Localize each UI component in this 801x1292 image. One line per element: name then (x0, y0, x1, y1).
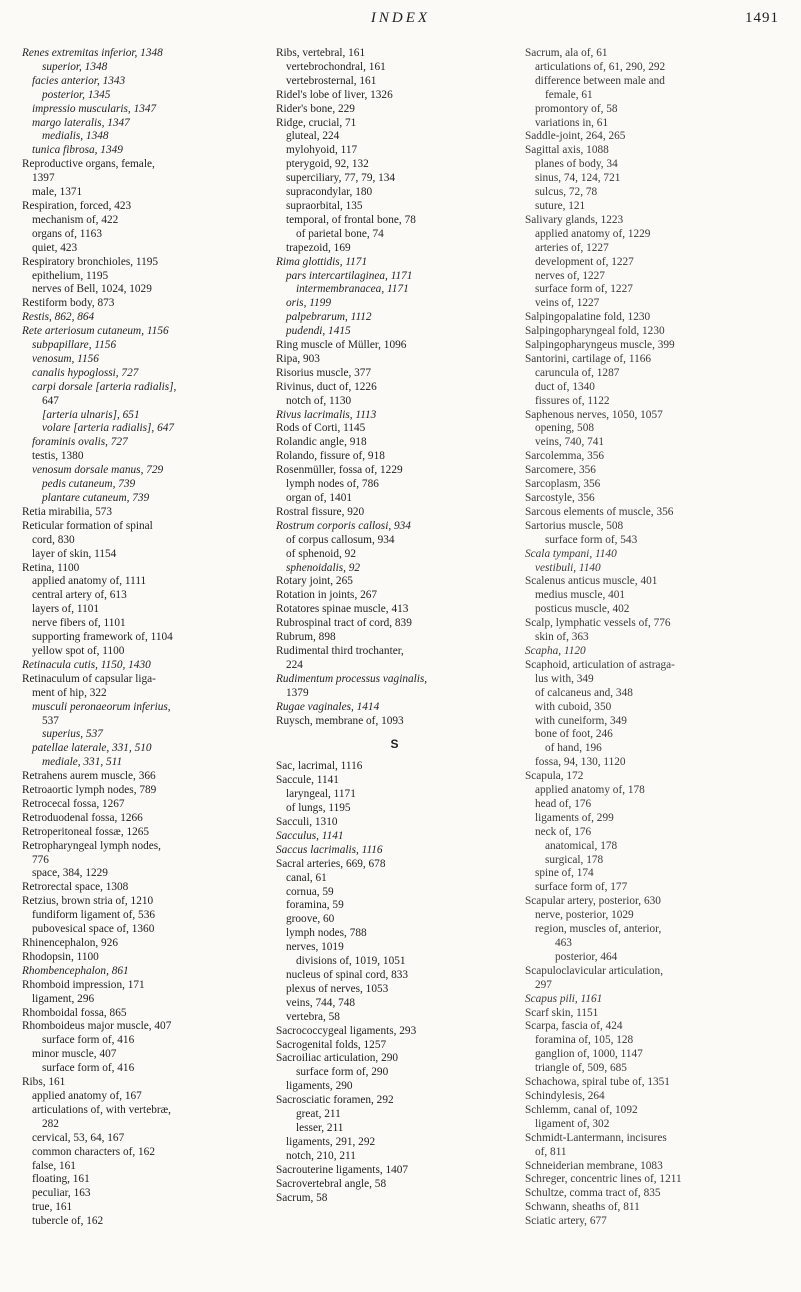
index-entry: Scaphoid, articulation of astraga- (525, 658, 675, 671)
index-entry: veins, 740, 741 (535, 436, 605, 449)
index-entry: Respiratory bronchioles, 1195 (22, 255, 159, 268)
index-entry: vertebra, 58 (286, 1010, 340, 1023)
index-entry: true, 161 (32, 1201, 73, 1214)
index-entry: Rudimental third trochanter, (276, 644, 404, 657)
index-entry: Scalenus anticus muscle, 401 (525, 575, 658, 588)
index-entry: Rhinencephalon, 926 (22, 937, 119, 949)
index-entry: medius muscle, 401 (535, 589, 626, 602)
index-entry: Restiform body, 873 (22, 297, 115, 310)
index-entry: applied anatomy of, 178 (535, 784, 645, 797)
index-entry: layers of, 1101 (32, 603, 100, 616)
index-entry: Sacculi, 1310 (276, 816, 338, 829)
index-entry: Rotation in joints, 267 (276, 589, 378, 602)
index-entry: superciliary, 77, 79, 134 (286, 172, 396, 185)
index-entry: great, 211 (296, 1108, 341, 1121)
index-entry: head of, 176 (535, 797, 592, 810)
index-entry: Rudimentum processus vaginalis, (276, 672, 428, 685)
index-entry: Scapuloclavicular articulation, (525, 964, 664, 977)
index-entry: Rubrospinal tract of cord, 839 (276, 617, 412, 630)
index-entry: Saccus lacrimalis, 1116 (276, 843, 383, 856)
index-entry: triangle of, 509, 685 (535, 1062, 627, 1075)
index-entry: Rostral fissure, 920 (276, 505, 365, 518)
index-entry: groove, 60 (286, 913, 335, 926)
index-entry: gluteal, 224 (286, 130, 340, 143)
index-entry: with cuboid, 350 (535, 700, 612, 713)
index-entry: laryngeal, 1171 (286, 788, 356, 801)
index-entry: Retropharyngeal lymph nodes, (22, 839, 161, 852)
index-entry: pedis cutaneum, 739 (42, 478, 136, 491)
index-entry: minor muscle, 407 (32, 1048, 117, 1061)
index-entry: posterior, 1345 (42, 88, 111, 101)
index-entry: ligaments, 290 (286, 1080, 353, 1093)
index-entry: Rotatores spinae muscle, 413 (276, 603, 409, 616)
index-entry: Ribs, vertebral, 161 (276, 47, 366, 59)
index-entry: Rima glottidis, 1171 (276, 255, 368, 268)
index-entry: Scapular artery, posterior, 630 (525, 895, 661, 908)
index-entry: nerves, 1019 (286, 941, 344, 954)
index-entry: organ of, 1401 (286, 492, 352, 504)
index-entry: surface form of, 177 (535, 881, 628, 894)
index-entry: posterior, 464 (555, 950, 618, 963)
index-entry: Saccule, 1141 (276, 774, 339, 787)
index-entry: articulations of, 61, 290, 292 (535, 60, 666, 73)
index-entry: Retroaortic lymph nodes, 789 (22, 784, 157, 797)
index-entry: sinus, 74, 124, 721 (535, 172, 621, 185)
index-entry: Sacrouterine ligaments, 1407 (276, 1163, 409, 1176)
index-entry: Salivary glands, 1223 (525, 213, 624, 226)
index-entry: central artery of, 613 (32, 589, 127, 602)
index-entry: skin of, 363 (535, 631, 589, 644)
index-entry: impressio muscularis, 1347 (32, 102, 157, 115)
index-entry: planes of body, 34 (535, 158, 618, 171)
index-entry: Scarf skin, 1151 (525, 1006, 599, 1019)
running-title: INDEX (370, 10, 431, 26)
index-entry: palpebrarum, 1112 (286, 311, 372, 324)
index-entry: ligaments, 291, 292 (286, 1135, 376, 1148)
index-entry: testis, 1380 (32, 450, 84, 463)
index-entry: Schmidt-Lantermann, incisures (525, 1131, 667, 1144)
page-number: 1491 (745, 10, 779, 26)
index-entry: Sacrococcygeal ligaments, 293 (276, 1024, 417, 1037)
index-entry: facies anterior, 1343 (32, 74, 126, 87)
index-entry: Rolando, fissure of, 918 (276, 450, 385, 463)
index-entry: veins, 744, 748 (286, 996, 356, 1009)
index-entry: region, muscles of, anterior, (535, 923, 662, 936)
index-entry: of parietal bone, 74 (296, 227, 384, 240)
index-entry: pars intercartilaginea, 1171 (286, 269, 413, 282)
index-entry: Santorini, cartilage of, 1166 (525, 352, 652, 365)
index-entry: lymph nodes of, 786 (286, 478, 379, 491)
index-column-1 (22, 47, 264, 1229)
index-entry: plantare cutaneum, 739 (42, 492, 150, 504)
index-entry: floating, 161 (32, 1173, 90, 1186)
index-entry: Sacculus, 1141 (276, 829, 344, 842)
index-entry: lymph nodes, 788 (286, 927, 367, 940)
index-entry: Rugae vaginales, 1414 (276, 700, 380, 713)
index-entry: yellow spot of, 1100 (32, 644, 125, 657)
index-entry: fissures of, 1122 (535, 394, 610, 407)
index-entry: Saddle-joint, 264, 265 (525, 130, 626, 143)
index-entry: surface form of, 416 (42, 1034, 135, 1047)
index-entry: false, 161 (32, 1159, 76, 1172)
index-entry: Retrahens aurem muscle, 366 (22, 770, 156, 783)
index-entry: mediale, 331, 511 (42, 756, 123, 769)
index-entry: 1379 (286, 686, 309, 699)
index-entry: intermembranacea, 1171 (296, 283, 409, 296)
index-entry: nerves of, 1227 (535, 269, 605, 282)
index-entry: tunica fibrosa, 1349 (32, 144, 123, 157)
index-entry: Scapula, 172 (525, 770, 584, 783)
index-entry: ment of hip, 322 (32, 686, 107, 699)
index-entry: Schwann, sheaths of, 811 (525, 1201, 640, 1214)
index-entry: Rhomboideus major muscle, 407 (22, 1020, 172, 1033)
index-entry: canalis hypoglossi, 727 (32, 366, 139, 379)
index-entry: Rete arteriosum cutaneum, 1156 (22, 325, 169, 338)
index-entry: divisions of, 1019, 1051 (296, 955, 406, 968)
index-entry: Retina, 1100 (22, 561, 80, 574)
index-entry: Rods of Corti, 1145 (276, 422, 366, 435)
index-entry: Sac, lacrimal, 1116 (276, 760, 363, 773)
index-entry: Sarcomere, 356 (525, 464, 596, 477)
index-entry: 463 (555, 937, 572, 949)
index-entry: spine of, 174 (535, 867, 594, 880)
index-entry: of sphenoid, 92 (286, 547, 356, 560)
index-entry: surface form of, 416 (42, 1062, 135, 1075)
index-entry: 1397 (32, 172, 55, 185)
index-entry: Retinaculum of capsular liga- (22, 672, 156, 685)
index-entry: cord, 830 (32, 533, 75, 546)
index-entry: Rhodopsin, 1100 (22, 950, 99, 963)
index-entry: opening, 508 (535, 422, 594, 435)
index-entry: vertebrosternal, 161 (286, 74, 377, 87)
index-entry: Retrocecal fossa, 1267 (22, 797, 125, 810)
index-entry: foramina, 59 (286, 899, 344, 912)
index-entry: promontory of, 58 (535, 102, 618, 115)
index-entry: musculi peronaeorum inferius, (32, 700, 171, 713)
index-entry: Sarcous elements of muscle, 356 (525, 505, 674, 518)
index-entry: quiet, 423 (32, 241, 78, 254)
index-entry: ligaments of, 299 (535, 811, 614, 824)
index-entry: cornua, 59 (286, 885, 334, 898)
index-entry: sulcus, 72, 78 (535, 186, 598, 199)
index-entry: male, 1371 (32, 186, 83, 199)
index-entry: ganglion of, 1000, 1147 (535, 1048, 643, 1061)
index-entry: Rhomboid impression, 171 (22, 978, 145, 991)
index-entry: Rider's bone, 229 (276, 102, 355, 115)
index-entry: Ridge, crucial, 71 (276, 116, 357, 129)
index-entry: Reproductive organs, female, (22, 158, 155, 171)
index-entry: supporting framework of, 1104 (32, 631, 173, 644)
index-entry: veins of, 1227 (535, 297, 600, 310)
index-entry: Scalp, lymphatic vessels of, 776 (525, 617, 671, 630)
index-entry: Salpingopalatine fold, 1230 (525, 311, 651, 324)
index-entry: surgical, 178 (545, 853, 604, 866)
index-entry: pubovesical space of, 1360 (32, 923, 155, 936)
index-entry: Reticular formation of spinal (22, 519, 153, 532)
page-header (0, 10, 801, 40)
index-entry: Rosenmüller, fossa of, 1229 (276, 464, 403, 477)
index-entry: common characters of, 162 (32, 1145, 155, 1158)
index-entry: mylohyoid, 117 (286, 144, 358, 157)
index-entry: tubercle of, 162 (32, 1215, 104, 1228)
index-entry: Retzius, brown stria of, 1210 (22, 895, 154, 908)
index-entry: ligament of, 302 (535, 1117, 610, 1130)
index-entry: Respiration, forced, 423 (22, 199, 132, 212)
index-entry: Retinacula cutis, 1150, 1430 (22, 658, 151, 671)
index-entry: with cuneiform, 349 (535, 714, 627, 727)
index-entry: difference between male and (535, 74, 665, 87)
index-column-2 (276, 47, 513, 1205)
index-entry: Rolandic angle, 918 (276, 436, 367, 449)
index-entry: Renes extremitas inferior, 1348 (22, 47, 163, 59)
index-entry: articulations of, with vertebræ, (32, 1103, 171, 1116)
index-entry: 297 (535, 978, 552, 991)
index-entry: notch, 210, 211 (286, 1149, 356, 1162)
index-entry: sphenoidalis, 92 (286, 561, 361, 574)
index-entry: carpi dorsale [arteria radialis], (32, 380, 177, 393)
index-entry: Retrorectal space, 1308 (22, 881, 129, 894)
index-entry: ligament, 296 (32, 992, 95, 1005)
index-entry: suture, 121 (535, 199, 586, 212)
index-entry: epithelium, 1195 (32, 269, 109, 282)
index-entry: lesser, 211 (296, 1121, 344, 1134)
index-entry: superior, 1348 (42, 60, 108, 73)
index-entry: female, 61 (545, 88, 593, 101)
index-entry: Sacrum, 58 (276, 1191, 328, 1204)
index-entry: Scala tympani, 1140 (525, 547, 617, 560)
index-entry: canal, 61 (286, 871, 327, 884)
index-entry: vertebrochondral, 161 (286, 60, 386, 73)
index-entry: posticus muscle, 402 (535, 603, 630, 616)
index-entry: Scarpa, fascia of, 424 (525, 1020, 623, 1033)
index-entry: of, 811 (535, 1145, 567, 1158)
index-entry: Saphenous nerves, 1050, 1057 (525, 408, 663, 421)
index-entry: medialis, 1348 (42, 130, 109, 143)
index-entry: fundiform ligament of, 536 (32, 909, 155, 922)
index-entry: Rivinus, duct of, 1226 (276, 380, 377, 393)
index-entry: temporal, of frontal bone, 78 (286, 213, 416, 226)
index-entry: Schreger, concentric lines of, 1211 (525, 1173, 682, 1186)
index-entry: Sacroiliac articulation, 290 (276, 1052, 399, 1065)
index-entry: Sarcoplasm, 356 (525, 478, 601, 491)
index-entry: vestibuli, 1140 (535, 561, 601, 574)
index-entry: trapezoid, 169 (286, 241, 351, 254)
index-entry: supraorbital, 135 (286, 199, 363, 212)
index-entry: applied anatomy of, 167 (32, 1089, 142, 1102)
index-entry: of lungs, 1195 (286, 802, 351, 815)
index-entry: Ruysch, membrane of, 1093 (276, 714, 404, 727)
index-entry: supracondylar, 180 (286, 186, 373, 199)
index-entry: peculiar, 163 (32, 1187, 91, 1200)
index-entry: 647 (42, 394, 59, 407)
index-entry: patellae laterale, 331, 510 (32, 742, 152, 755)
index-entry: fossa, 94, 130, 1120 (535, 756, 626, 769)
index-entry: notch of, 1130 (286, 394, 352, 407)
index-entry: Risorius muscle, 377 (276, 366, 372, 379)
index-entry: 282 (42, 1117, 59, 1130)
index-entry: organs of, 1163 (32, 227, 102, 240)
index-entry: Retroduodenal fossa, 1266 (22, 811, 143, 824)
index-entry: anatomical, 178 (545, 839, 618, 852)
index-entry: Rhomboidal fossa, 865 (22, 1006, 127, 1019)
index-entry: venosum, 1156 (32, 352, 99, 365)
index-entry: Sagittal axis, 1088 (525, 144, 609, 157)
index-entry: neck of, 176 (535, 825, 592, 838)
index-entry: Salpingopharyngeus muscle, 399 (525, 339, 675, 352)
index-entry: mechanism of, 422 (32, 213, 119, 226)
index-entry: surface form of, 1227 (535, 283, 633, 296)
index-entry: applied anatomy of, 1229 (535, 227, 651, 240)
index-entry: Ribs, 161 (22, 1076, 66, 1089)
index-entry: Restis, 862, 864 (22, 311, 95, 324)
index-entry: of calcaneus and, 348 (535, 686, 633, 699)
index-entry: pudendi, 1415 (286, 325, 351, 338)
index-entry: layer of skin, 1154 (32, 547, 117, 560)
index-entry: Ring muscle of Müller, 1096 (276, 339, 407, 352)
index-entry: of hand, 196 (545, 742, 602, 755)
section-letter: S (390, 737, 399, 752)
index-entry: applied anatomy of, 1111 (32, 575, 147, 588)
index-entry: volare [arteria radialis], 647 (42, 422, 175, 435)
index-entry: Salpingopharyngeal fold, 1230 (525, 325, 665, 338)
index-entry: surface form of, 543 (545, 533, 638, 546)
index-entry: superius, 537 (42, 728, 103, 741)
index-entry: Sacrogenital folds, 1257 (276, 1038, 387, 1051)
index-entry: of corpus callosum, 934 (286, 533, 395, 546)
index-entry: Schultze, comma tract of, 835 (525, 1187, 661, 1200)
index-entry: foraminis ovalis, 727 (32, 436, 128, 449)
index-entry: nucleus of spinal cord, 833 (286, 969, 409, 981)
index-entry: Schindylesis, 264 (525, 1089, 605, 1102)
index-entry: Sarcostyle, 356 (525, 492, 595, 504)
index-entry: nerve fibers of, 1101 (32, 617, 126, 630)
index-entry: Rivus lacrimalis, 1113 (276, 408, 377, 421)
index-entry: Schachowa, spiral tube of, 1351 (525, 1076, 670, 1089)
index-entry: lus with, 349 (535, 672, 594, 685)
index-entry: Sartorius muscle, 508 (525, 519, 624, 532)
index-entry: arteries of, 1227 (535, 241, 609, 254)
index-entry: foramina of, 105, 128 (535, 1034, 634, 1047)
index-entry: Ridel's lobe of liver, 1326 (276, 88, 393, 101)
index-entry: margo lateralis, 1347 (32, 116, 130, 129)
index-entry: pterygoid, 92, 132 (286, 158, 369, 171)
index-entry: Sciatic artery, 677 (525, 1215, 607, 1228)
index-entry: Retroperitoneal fossæ, 1265 (22, 825, 150, 838)
index-entry: 224 (286, 658, 303, 671)
index-entry: Rubrum, 898 (276, 631, 336, 644)
index-entry: surface form of, 290 (296, 1066, 389, 1079)
index-entry: plexus of nerves, 1053 (286, 982, 389, 995)
index-entry: variations in, 61 (535, 116, 609, 129)
index-entry: Rhombencephalon, 861 (22, 964, 129, 977)
index-entry: Sacral arteries, 669, 678 (276, 857, 386, 870)
index-entry: Schlemm, canal of, 1092 (525, 1103, 638, 1116)
index-entry: subpapillare, 1156 (32, 339, 117, 352)
index-entry: Sarcolemma, 356 (525, 450, 605, 463)
index-entry: Scapus pili, 1161 (525, 992, 603, 1005)
index-entry: Scapha, 1120 (525, 644, 586, 657)
index-entry: Rostrum corporis callosi, 934 (276, 519, 411, 532)
index-entry: Retia mirabilia, 573 (22, 505, 113, 518)
index-entry: development of, 1227 (535, 255, 634, 268)
index-entry: oris, 1199 (286, 297, 331, 310)
index-entry: 537 (42, 714, 59, 727)
index-entry: Sacrosciatic foramen, 292 (276, 1094, 394, 1107)
index-entry: 776 (32, 853, 49, 866)
index-entry: Schneiderian membrane, 1083 (525, 1159, 663, 1172)
index-entry: space, 384, 1229 (32, 867, 108, 880)
index-entry: Sacrum, ala of, 61 (525, 47, 608, 59)
index-entry: [arteria ulnaris], 651 (42, 408, 140, 421)
index-entry: bone of foot, 246 (535, 728, 613, 741)
index-entry: Ripa, 903 (276, 352, 320, 365)
index-entry: cervical, 53, 64, 167 (32, 1131, 125, 1144)
index-entry: Rotary joint, 265 (276, 575, 353, 588)
index-column-3 (525, 47, 787, 1229)
index-entry: caruncula of, 1287 (535, 366, 620, 379)
index-entry: duct of, 1340 (535, 380, 595, 393)
index-entry: Sacrovertebral angle, 58 (276, 1177, 387, 1190)
index-entry: venosum dorsale manus, 729 (32, 464, 164, 477)
index-entry: nerve, posterior, 1029 (535, 909, 634, 922)
index-entry: nerves of Bell, 1024, 1029 (32, 283, 152, 296)
